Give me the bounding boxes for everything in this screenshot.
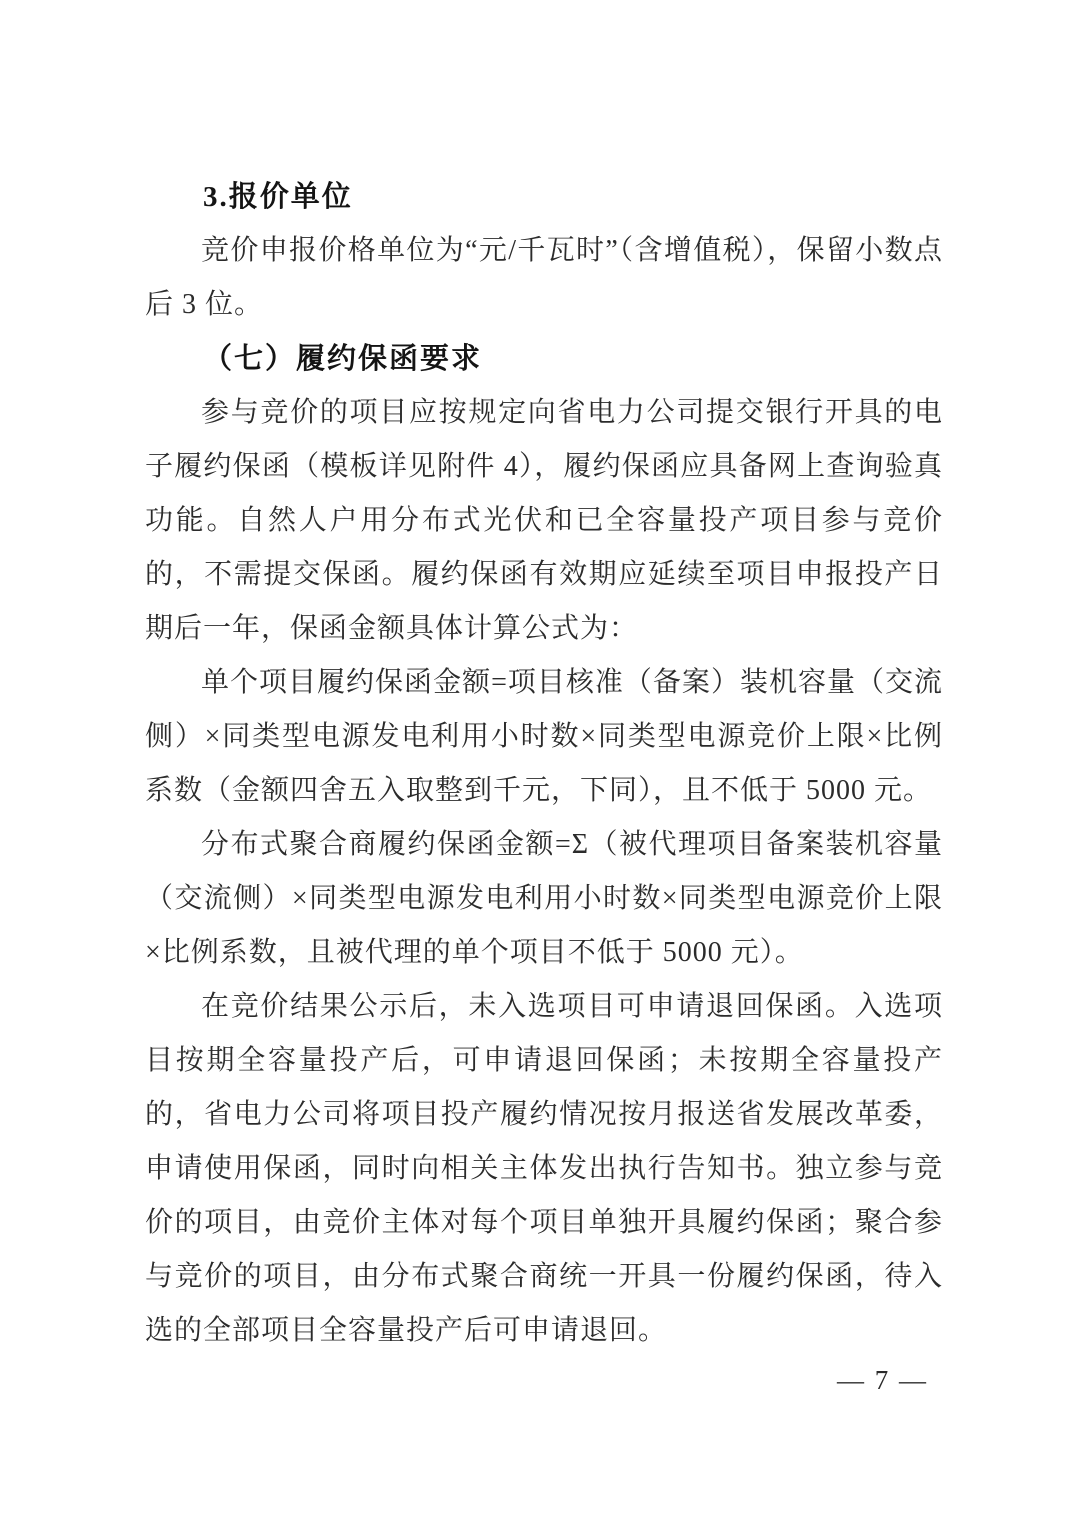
page-number: — 7 — <box>837 1365 928 1395</box>
paragraph-single-project-formula: 单个项目履约保函金额=项目核准（备案）装机容量（交流侧）×同类型电源发电利用小时数×同类型电源竞价上限×比例系数（金额四舍五入取整到千元，下同），且不低于 5000 元。 <box>145 667 943 806</box>
document-content <box>145 170 943 1358</box>
section-heading-quote-unit: 3.报价单位 <box>203 181 353 213</box>
paragraph-guarantee-return: 在竞价结果公示后，未入选项目可申请退回保函。入选项目按期全容量投产后，可申请退回保函；未按期全容量投产的，省电力公司将项目投产履约情况按月报送省发展改革委，申请使用保函，同时向相关主体发出执行告知书。独立参与竞价的项目，由竞价主体对每个项目单独开具履约保函；聚合参与竞价的项目，由分布式聚合商统一开具一份履约保函，待入选的全部项目全容量投产后可申请退回。 <box>145 991 943 1346</box>
paragraph-aggregator-formula: 分布式聚合商履约保函金额=Σ（被代理项目备案装机容量（交流侧）×同类型电源发电利用小时数×同类型电源竞价上限×比例系数，且被代理的单个项目不低于 5000 元）。 <box>145 829 943 968</box>
paragraph-quote-unit: 竞价申报价格单位为“元/千瓦时”（含增值税），保留小数点后 3 位。 <box>145 235 943 320</box>
paragraph-guarantee-general: 参与竞价的项目应按规定向省电力公司提交银行开具的电子履约保函（模板详见附件 4），履约保函应具备网上查询验真功能。自然人户用分布式光伏和已全容量投产项目参与竞价的，不需提交保函。履约保函有效期应延续至项目申报投产日期后一年，保函金额具体计算公式为： <box>145 397 943 644</box>
section-heading-performance-guarantee: （七）履约保函要求 <box>203 343 483 375</box>
